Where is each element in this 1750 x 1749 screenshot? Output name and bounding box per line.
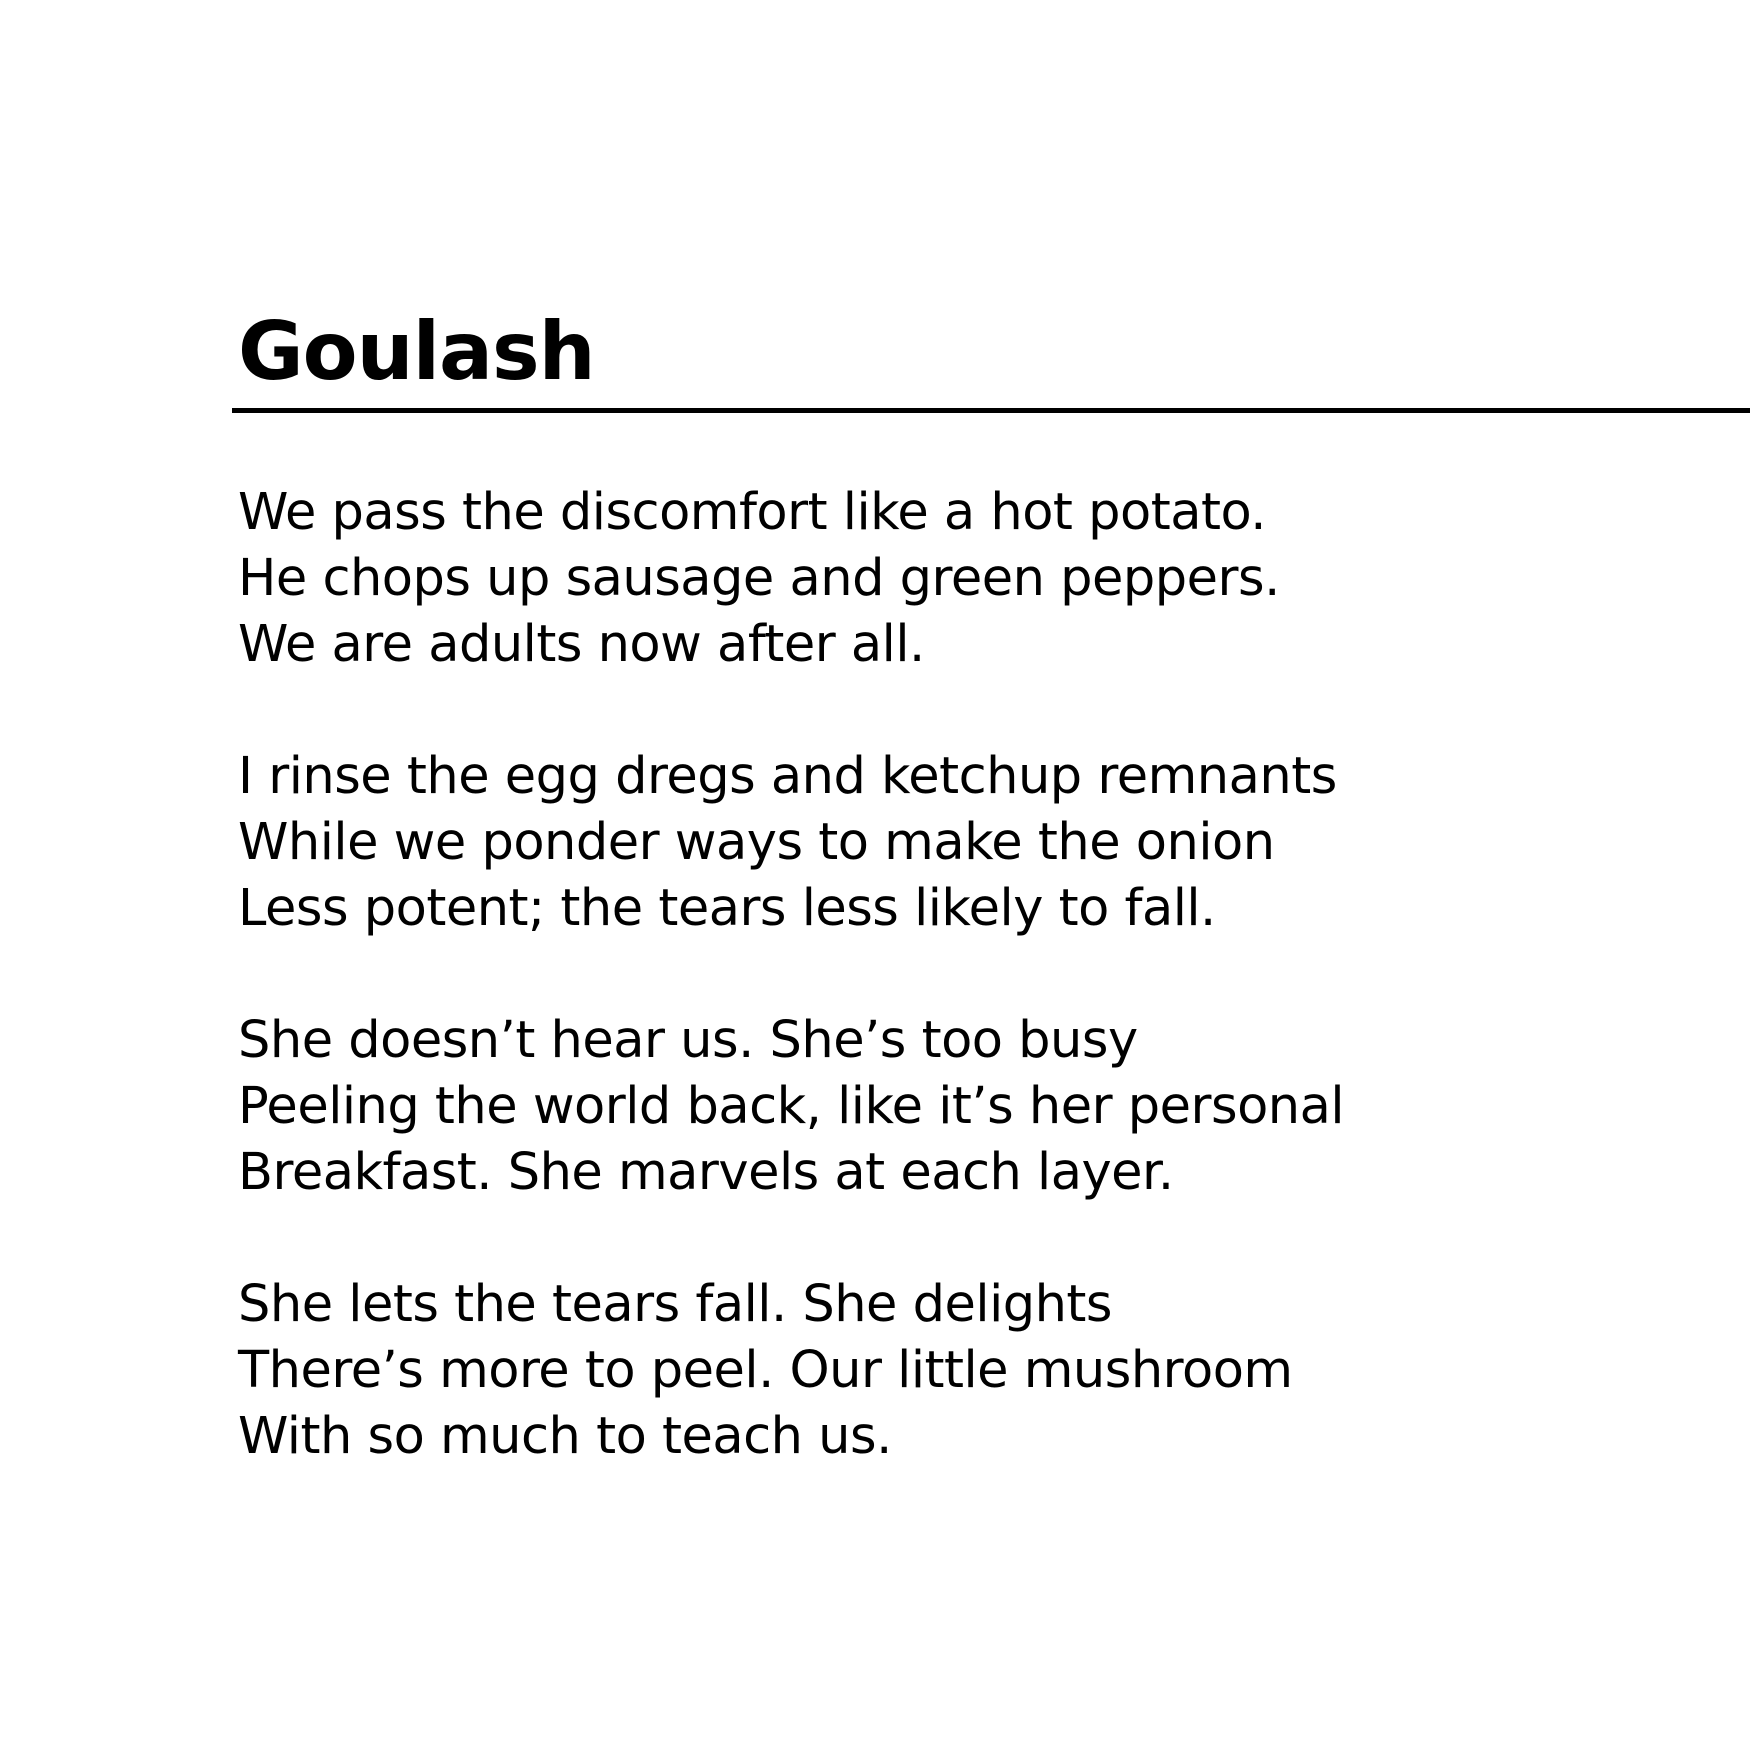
poem-line: Peeling the world back, like it’s her personal — [238, 1077, 1345, 1136]
poem-line: With so much to teach us. — [238, 1407, 892, 1466]
poem-line: She doesn’t hear us. She’s too busy — [238, 1011, 1138, 1070]
poem-line: There’s more to peel. Our little mushroom — [238, 1341, 1293, 1400]
stanza-4 — [238, 1272, 1658, 1470]
title-divider — [232, 408, 1750, 413]
poem-line: We are adults now after all. — [238, 615, 925, 674]
poem-line: She lets the tears fall. She delights — [238, 1275, 1112, 1334]
poem-body — [238, 480, 1658, 1536]
stanza-2 — [238, 744, 1658, 942]
poem-line: We pass the discomfort like a hot potato. — [238, 483, 1266, 542]
poem-line: I rinse the egg dregs and ketchup remnants — [238, 747, 1337, 806]
poem-line: While we ponder ways to make the onion — [238, 813, 1275, 872]
poem-line: Breakfast. She marvels at each layer. — [238, 1143, 1174, 1202]
stanza-1 — [238, 480, 1658, 678]
poem-title: Goulash — [238, 305, 595, 398]
poem-line: He chops up sausage and green peppers. — [238, 549, 1280, 608]
poem-line: Less potent; the tears less likely to fall. — [238, 879, 1216, 938]
stanza-3 — [238, 1008, 1658, 1206]
